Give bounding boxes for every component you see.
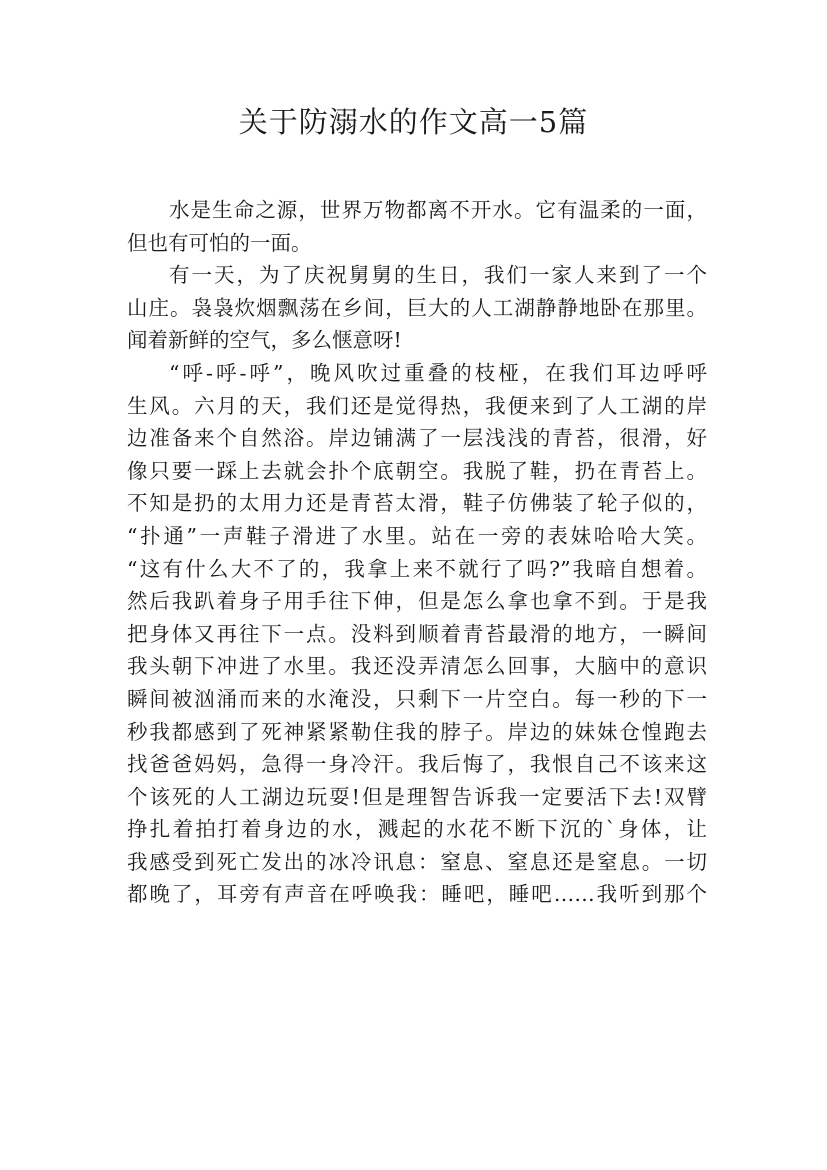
text-line: “扑通”一声鞋子滑进了水里。站在一旁的表妹哈哈大笑。 (127, 523, 707, 548)
text-line: 找爸爸妈妈，急得一身冷汗。我后悔了，我恨自己不该来这 (127, 752, 707, 777)
text-line: “这有什么大不了的，我拿上来不就行了吗?”我暗自想着。 (127, 556, 707, 581)
text-line: 个该死的人工湖边玩耍!但是理智告诉我一定要活下去!双臂 (127, 784, 707, 809)
text-line: 像只要一踩上去就会扑个底朝空。我脱了鞋，扔在青苔上。 (127, 458, 707, 483)
text-line: 瞬间被汹涌而来的水淹没，只剩下一片空白。每一秒的下一 (127, 686, 707, 711)
text-line: 把身体又再往下一点。没料到顺着青苔最滑的地方，一瞬间 (127, 621, 707, 646)
text-line: 闻着新鲜的空气，多么惬意呀! (127, 328, 402, 353)
document-title: 关于防溺水的作文高一5篇 (238, 105, 589, 139)
text-line: 不知是扔的太用力还是青苔太滑，鞋子仿佛装了轮子似的， (127, 491, 707, 516)
text-line: 但也有可怕的一面。 (127, 230, 312, 255)
text-line: 山庄。袅袅炊烟飘荡在乡间，巨大的人工湖静静地卧在那里。 (127, 295, 707, 320)
text-line: 秒我都感到了死神紧紧勒住我的脖子。岸边的妹妹仓惶跑去 (127, 719, 707, 744)
text-line: “呼-呼-呼”，晚风吹过重叠的枝桠，在我们耳边呼呼 (169, 360, 707, 385)
text-line: 边准备来个自然浴。岸边铺满了一层浅浅的青苔，很滑，好 (127, 426, 707, 451)
text-line: 水是生命之源，世界万物都离不开水。它有温柔的一面， (169, 198, 707, 222)
text-line: 都晚了，耳旁有声音在呼唤我：睡吧，睡吧……我听到那个 (127, 882, 707, 907)
text-line: 挣扎着拍打着身边的水，溅起的水花不断下沉的`身体，让 (127, 817, 707, 842)
text-line: 有一天，为了庆祝舅舅的生日，我们一家人来到了一个 (169, 263, 707, 288)
text-line: 生风。六月的天，我们还是觉得热，我便来到了人工湖的岸 (127, 393, 707, 418)
essay-body (127, 194, 707, 911)
text-line: 我感受到死亡发出的冰冷讯息：窒息、窒息还是窒息。一切 (127, 849, 707, 874)
text-line: 然后我趴着身子用手往下伸，但是怎么拿也拿不到。于是我 (127, 589, 707, 614)
text-line: 我头朝下冲进了水里。我还没弄清怎么回事，大脑中的意识 (127, 654, 707, 679)
